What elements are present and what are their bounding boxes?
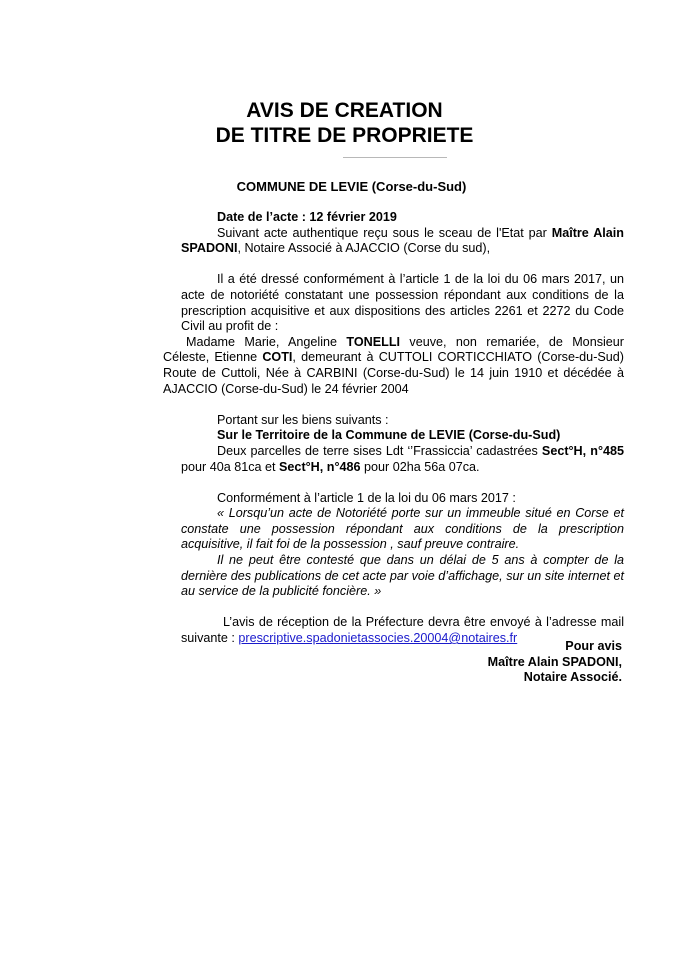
beneficiaire-text: Madame Marie, Angeline <box>186 334 347 349</box>
document-body <box>163 210 624 647</box>
title-line-1: AVIS DE CREATION <box>246 99 443 122</box>
title-line-2: DE TITRE DE PROPRIETE <box>215 124 474 147</box>
biens-parcelles <box>181 444 624 475</box>
paragraph-notoriete: Il a été dressé conformément à l’article 1 de la loi du 06 mars 2017, un acte de notoriété constatant une possession répondant aux conditions de la prescription acquisitive et aux dispositions des articles 2261 et 2272 du Code Civil au profit de : <box>181 272 624 334</box>
loi-quote-1: « Lorsqu’un acte de Notoriété porte sur un immeuble situé en Corse et constate une possession répondant aux conditions de la prescription acquisitive, il fait foi de la possession , sauf preuve contraire. <box>181 506 624 552</box>
parcelles-text-3: pour 02ha 56a 07ca. <box>360 459 480 474</box>
signature-line-3: Notaire Associé. <box>523 670 622 685</box>
parcelles-text-2: pour 40a 81ca et <box>181 459 280 474</box>
date-acte-value: 12 février 2019 <box>309 210 397 224</box>
notaire-name: Maître Alain SPADONI <box>181 225 624 256</box>
loi-quote-2: Il ne peut être contesté que dans un délai de 5 ans à compter de la dernière des publications de cet acte par voie d’affichage, sur un site internet et au service de la publicité foncière. » <box>181 553 624 599</box>
loi-intro: Conformément à l’article 1 de la loi du 06 mars 2017 : <box>217 490 516 505</box>
biens-intro: Portant sur les biens suivants : <box>217 412 389 427</box>
beneficiaire-surname: TONELLI <box>346 334 401 349</box>
parcelle-485: Sect°H, n°485 <box>541 443 624 458</box>
paragraph-acte <box>181 226 624 257</box>
title-divider <box>343 157 447 158</box>
document-title <box>0 98 689 148</box>
beneficiaire-text-3: , demeurant à CUTTOLI CORTICCHIATO (Corse-du-Sud) Route de Cuttoli, Née à CARBINI (Corse-du-Sud) le 14 juin 1910 et décédée à AJACCIO (Corse-du-Sud) le 24 février 2004 <box>163 350 624 396</box>
date-acte <box>181 210 624 226</box>
date-acte-label: Date de l’acte : <box>217 210 310 224</box>
avis-reception-text: L’avis de réception de la Préfecture devra être envoyé à l’adresse mail suivante : <box>181 615 624 646</box>
signature-line-1: Pour avis <box>565 639 622 653</box>
commune-heading: COMMUNE DE LEVIE (Corse-du-Sud) <box>236 179 467 194</box>
spouse-surname: COTI <box>262 350 293 365</box>
beneficiaire-text-2: veuve, non remariée, de Monsieur Céleste, Etienne <box>163 334 624 365</box>
para1-text: Suivant acte authentique reçu sous le sceau de l'Etat par <box>217 225 552 240</box>
email-link[interactable]: prescriptive.spadonietassocies.20004@notaires.fr <box>238 631 518 646</box>
parcelle-486: Sect°H, n°486 <box>279 459 361 474</box>
paragraph-beneficiaire <box>163 335 624 397</box>
para1-text-end: , Notaire Associé à AJACCIO (Corse du sud), <box>237 241 491 256</box>
biens-territoire <box>181 428 624 444</box>
territoire-label: Sur le Territoire de la Commune de LEVIE (Corse-du-Sud) <box>217 428 561 443</box>
signature-block <box>488 639 622 686</box>
signature-line-2: Maître Alain SPADONI, <box>487 654 622 669</box>
parcelles-text: Deux parcelles de terre sises Ldt ‘’Frassiccia’ cadastrées <box>217 443 542 458</box>
